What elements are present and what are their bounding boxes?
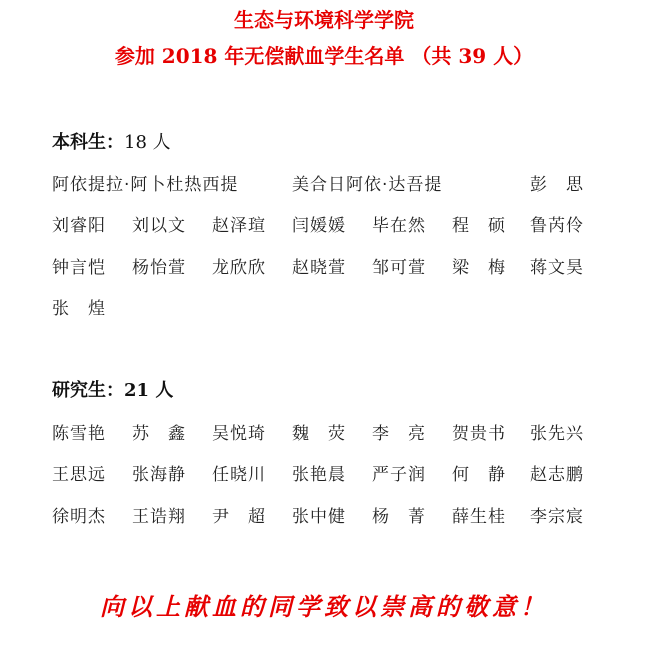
student-name: 程 硕 — [452, 216, 506, 236]
student-name: 何 静 — [452, 465, 506, 485]
student-name: 毕在然 — [372, 216, 426, 236]
section-undergrad-colon: ： — [106, 132, 124, 153]
section-undergrad-count: 18 人 — [124, 132, 171, 153]
student-name: 刘以文 — [132, 216, 186, 236]
student-name: 蒋文昊 — [530, 258, 584, 278]
student-name: 赵志鹏 — [530, 465, 584, 485]
student-name: 尹 超 — [212, 507, 266, 527]
student-name: 张 煌 — [52, 299, 106, 319]
student-name: 钟言恺 — [52, 258, 106, 278]
student-name: 阿依提拉·阿卜杜热西提 — [52, 175, 239, 195]
student-name: 刘睿阳 — [52, 216, 106, 236]
student-name: 赵晓萱 — [292, 258, 346, 278]
section-graduate-label: 研究生 — [52, 380, 106, 401]
student-name: 张先兴 — [530, 424, 584, 444]
student-name: 张海静 — [132, 465, 186, 485]
student-name: 鲁芮伶 — [530, 216, 584, 236]
student-name: 苏 鑫 — [132, 424, 186, 444]
student-name: 贺贵书 — [452, 424, 506, 444]
student-name: 杨 菁 — [372, 507, 426, 527]
student-name: 王诰翔 — [132, 507, 186, 527]
student-name: 徐明杰 — [52, 507, 106, 527]
title-college: 生态与环境科学学院 — [234, 8, 414, 32]
student-name: 龙欣欣 — [212, 258, 266, 278]
student-name: 吴悦琦 — [212, 424, 266, 444]
student-name: 美合日阿依·达吾提 — [292, 175, 443, 195]
thanks-message: 向以上献血的同学致以崇高的敬意！ — [100, 592, 548, 621]
student-name: 李宗宸 — [530, 507, 584, 527]
section-graduate-heading — [52, 380, 173, 402]
student-name: 赵泽瑄 — [212, 216, 266, 236]
student-name: 邹可萱 — [372, 258, 426, 278]
student-name: 闫媛媛 — [292, 216, 346, 236]
student-name: 张中健 — [292, 507, 346, 527]
student-name: 彭 思 — [530, 175, 584, 195]
student-name: 任晓川 — [212, 465, 266, 485]
student-name: 严子润 — [372, 465, 426, 485]
student-name: 杨怡萱 — [132, 258, 186, 278]
student-name: 陈雪艳 — [52, 424, 106, 444]
student-name: 魏 荧 — [292, 424, 346, 444]
section-undergrad-label: 本科生 — [52, 132, 106, 153]
student-name: 梁 梅 — [452, 258, 506, 278]
student-name: 李 亮 — [372, 424, 426, 444]
student-name: 薛生桂 — [452, 507, 506, 527]
title-list: 参加 2018 年无偿献血学生名单 （共 39 人） — [114, 44, 534, 68]
student-name: 张艳晨 — [292, 465, 346, 485]
section-graduate-colon: ： — [106, 380, 124, 401]
section-graduate-count: 21 人 — [124, 380, 174, 401]
section-undergrad-heading — [52, 132, 171, 154]
student-name: 王思远 — [52, 465, 106, 485]
